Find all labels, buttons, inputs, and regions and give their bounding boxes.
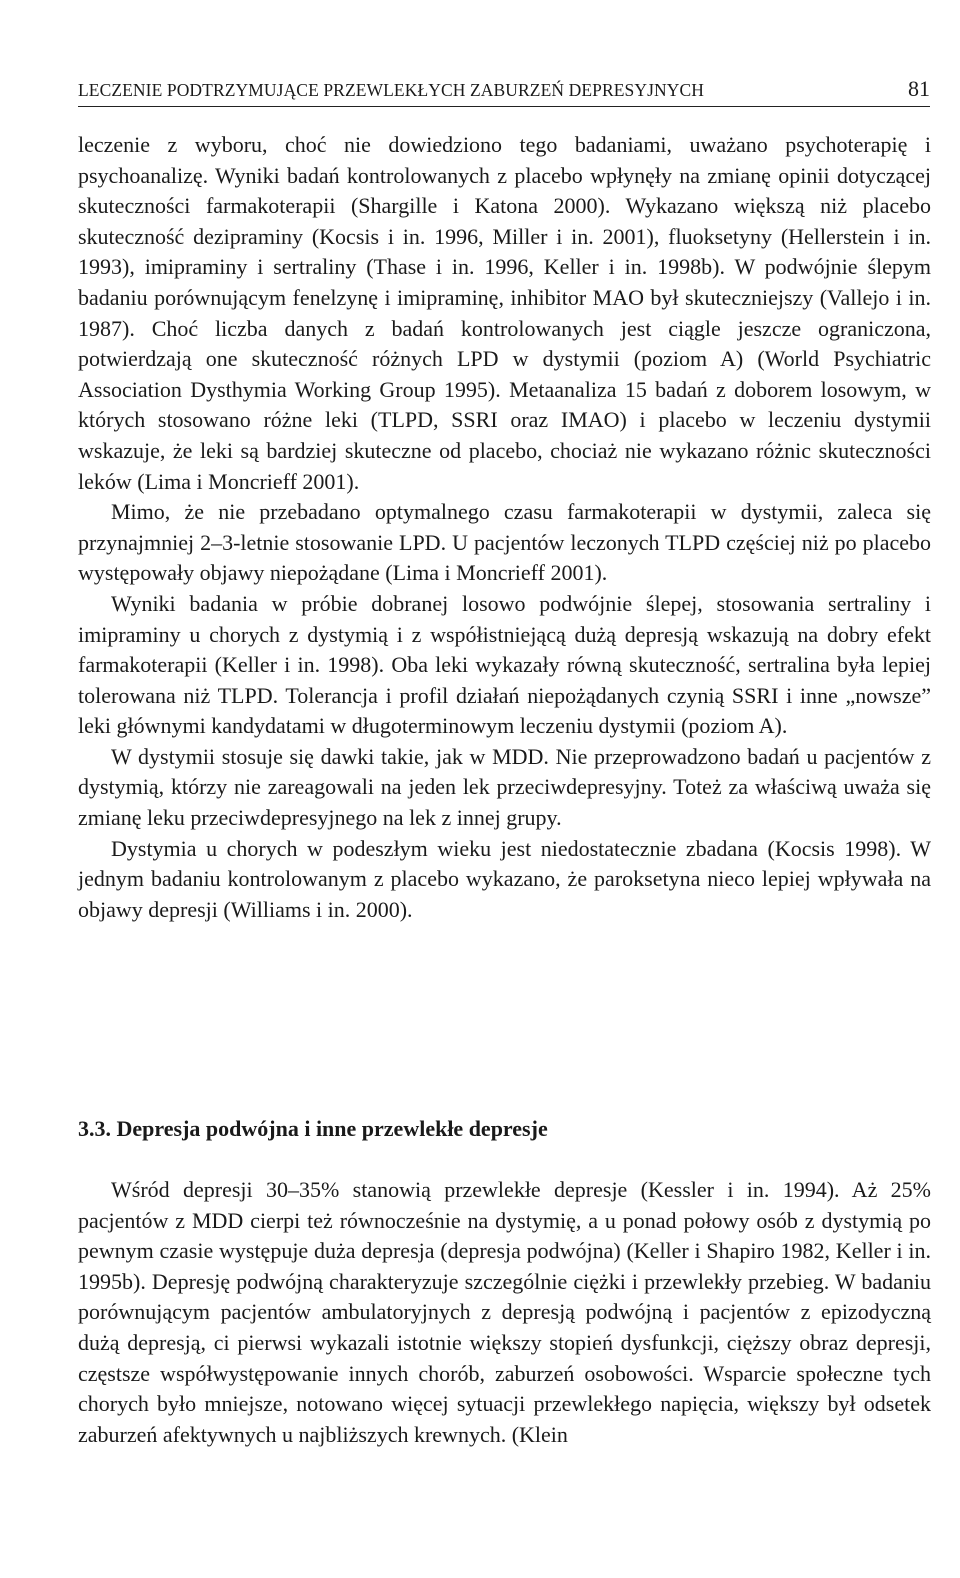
paragraph: Mimo, że nie przebadano optymalnego czasu farmakoterapii w dystymii, zaleca się przynajmniej 2–3-letnie stosowanie LPD. U pacjentów leczonych TLPD częściej niż po placebo występowały objawy niepożądane (Lima i Moncrieff 2001).: [78, 499, 931, 586]
paragraph: Dystymia u chorych w podeszłym wieku jest niedostatecznie zbadana (Kocsis 1998). W jednym badaniu kontrolowanym z placebo wykazano, że paroksetyna nieco lepiej wpływała na objawy depresji (Williams i in. 2000).: [78, 835, 931, 922]
section-heading: 3.3. Depresja podwójna i inne przewlekłe depresje: [78, 1116, 548, 1141]
page-number: 81: [908, 76, 930, 101]
running-title: LECZENIE PODTRZYMUJĄCE PRZEWLEKŁYCH ZABURZEŃ DEPRESYJNYCH: [78, 80, 704, 100]
body-text: [78, 130, 931, 925]
paragraph: Wyniki badania w próbie dobranej losowo podwójnie ślepej, stosowania sertraliny i imipraminy u chorych z dystymią i z współistniejącą dużą depresją wskazują na dobry efekt farmakoterapii (Keller i in. 1998). Oba leki wykazały równą skuteczność, sertralina była lepiej tolerowana niż TLPD. Tolerancja i profil działań niepożądanych czynią SSRI i inne „nowsze” leki głównymi kandydatami w długoterminowym leczeniu dystymii (poziom A).: [78, 590, 931, 739]
running-header: [78, 76, 930, 107]
paragraph: Wśród depresji 30–35% stanowią przewlekłe depresje (Kessler i in. 1994). Aż 25% pacjentów z MDD cierpi też równocześnie na dystymię, a u ponad połowy osób z dystymią po pewnym czasie występuje duża depresja (depresja podwójna) (Keller i Shapiro 1982, Keller i in. 1995b). Depresję podwójną charakteryzuje szczególnie ciężki i przewlekły przebieg. W badaniu porównującym pacjentów ambulatoryjnych z depresją podwójną i pacjentów z epizodyczną dużą depresją, ci pierwsi wykazali istotnie większy stopień dysfunkcji, cięższy obraz depresji, częstsze współwystępowanie innych chorób, zaburzeń osobowości. Wsparcie społeczne tych chorych było mniejsze, notowano więcej sytuacji przewlekłego napięcia, większy był odsetek zaburzeń afektywnych u najbliższych krewnych. (Klein: [78, 1177, 931, 1447]
section-body: [78, 1175, 931, 1450]
paragraph: W dystymii stosuje się dawki takie, jak w MDD. Nie przeprowadzono badań u pacjentów z dystymią, którzy nie zareagowali na jeden lek przeciwdepresyjny. Toteż za właściwą uważa się zmianę leku przeciwdepresyjnego na lek z innej grupy.: [78, 743, 931, 831]
paragraph: leczenie z wyboru, choć nie dowiedziono tego badaniami, uważano psychoterapię i psychoanalizę. Wyniki badań kontrolowanych z placebo wpłynęły na zmianę opinii dotyczącej skuteczności farmakoterapii (Shargille i Katona 2000). Wykazano większą niż placebo skuteczność dezipraminy (Kocsis i in. 1996, Miller i in. 2001), fluoksetyny (Hellerstein i in. 1993), imipraminy i sertraliny (Thase i in. 1996, Keller i in. 1998b). W podwójnie ślepym badaniu porównującym fenelzynę i imipraminę, inhibitor MAO był skuteczniejszy (Vallejo i in. 1987). Choć liczba danych z badań kontrolowanych jest ciągle jeszcze ograniczona, potwierdzają one skuteczność różnych LPD w dystymii (poziom A) (World Psychiatric Association Dysthymia Working Group 1995). Metaanaliza 15 badań z doborem losowym, w których stosowano różne leki (TLPD, SSRI oraz IMAO) i placebo w leczeniu dystymii wskazuje, że leki są bardziej skuteczne od placebo, chociaż nie wykazano różnic skuteczności leków (Lima i Moncrieff 2001).: [78, 132, 931, 494]
